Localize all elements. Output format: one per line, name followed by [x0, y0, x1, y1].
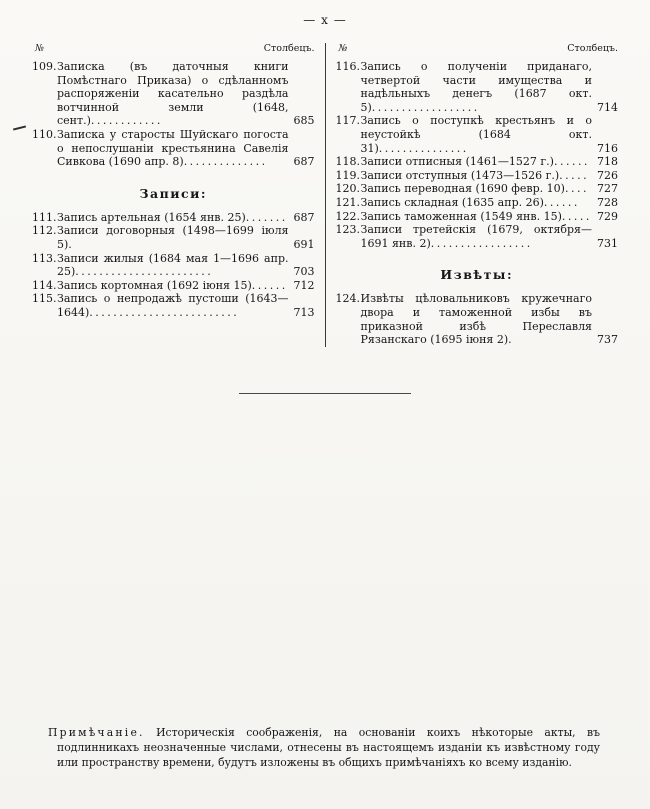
entry-number: 124.: [335, 292, 360, 306]
toc-entry: [336, 155, 619, 169]
footnote-label: Примѣчаніе.: [48, 726, 145, 739]
entry-title: Запись переводная (1690 февр. 10): [360, 182, 565, 196]
entry-number: 112.: [32, 224, 57, 238]
column-header: [32, 43, 315, 54]
entry-dot-leader: ..................: [371, 100, 480, 114]
entry-column-number: 712: [293, 278, 315, 292]
entry-title: Записи отступныя (1473—1526 г.): [360, 168, 560, 182]
entry-title: Запись о полученіи приданаго, четвертой части имущества и надѣльныхъ денегъ (1687 окт. 5): [360, 60, 592, 114]
entry-column-number: 703: [293, 265, 315, 279]
section-heading: Извѣты:: [440, 267, 514, 283]
entry-column-number: 691: [293, 237, 315, 251]
entry-number: 110.: [32, 127, 57, 141]
number-column-label: №: [35, 43, 44, 54]
entry-number: 117.: [335, 114, 360, 128]
page-number-folio: — x —: [303, 13, 347, 27]
toc-entry: [32, 224, 315, 251]
entry-dot-leader: .......: [245, 210, 288, 224]
entry-number: 116.: [335, 60, 360, 73]
toc-entry: [336, 182, 619, 196]
entry-dot-leader: ......: [553, 155, 590, 169]
entry-dot-leader: ....: [564, 182, 589, 196]
entry-number: 109.: [32, 60, 57, 73]
entry-title: Записи жилыя (1684 мая 1—1696 апр. 25): [57, 251, 289, 279]
toc-entry: [32, 211, 315, 225]
footnote: [48, 725, 600, 771]
entry-title: Запись о поступкѣ крестьянъ и о неустойкѣ (1684 окт. 31): [360, 114, 592, 155]
number-column-label: №: [338, 43, 348, 54]
entry-title: Записи договорныя (1498—1699 іюля 5).: [57, 224, 289, 251]
entry-number: 120.: [335, 182, 360, 196]
entry-dot-leader: ............: [90, 114, 163, 128]
entry-dot-leader: ......: [543, 195, 580, 209]
toc-entry: [336, 210, 619, 224]
entry-column-number: 685: [293, 114, 315, 128]
entry-number: 114.: [32, 278, 57, 292]
entry-column-number: 687: [293, 210, 315, 224]
footnote-text: Историческія соображенія, на основаніи коихъ нѣкоторые акты, въ подлинникахъ неозначенные числами, отнесены въ настоящемъ изданіи къ извѣстному году или пространству времени, будутъ изложены въ общихъ примѣчаніяхъ ко всему изданію.: [57, 726, 600, 770]
toc-entry: [336, 292, 619, 346]
entry-title: Запись артельная (1654 янв. 25): [57, 210, 246, 224]
toc-entry: [32, 252, 315, 279]
entry-number: 119.: [335, 168, 360, 182]
entry-number: 118.: [335, 155, 360, 169]
entry-column-number: 728: [597, 195, 618, 209]
toc-entry: [32, 128, 315, 169]
entry-column-number: 729: [597, 209, 618, 223]
entry-column-number: 713: [293, 305, 315, 319]
entry-column-number: 726: [597, 168, 618, 182]
toc-column-right: [325, 43, 619, 347]
toc-column-left: [32, 43, 325, 347]
toc-entry: [336, 169, 619, 183]
entry-number: 121.: [335, 195, 360, 209]
column-page-label: Столбецъ.: [567, 43, 618, 54]
entry-title: Запись кортомная (1692 іюня 15): [57, 278, 252, 292]
entry-column-number: 718: [597, 155, 618, 169]
entry-title: Записка у старосты Шуйскаго погоста о непослушаніи крестьянина Савелія Сивкова (1690 апр. 8): [57, 127, 289, 169]
entry-column-number: 687: [293, 155, 315, 169]
toc-entry: [336, 60, 619, 114]
entry-dot-leader: .................: [430, 236, 533, 250]
entry-dot-leader: .......................: [75, 265, 214, 279]
column-header: [336, 43, 619, 54]
entry-column-number: 714: [597, 100, 618, 114]
entry-column-number: 727: [597, 182, 618, 196]
entry-dot-leader: .........................: [89, 305, 240, 319]
toc-entry: [32, 292, 315, 319]
toc-entry: [336, 114, 619, 155]
entry-number: 123.: [335, 223, 360, 237]
toc-entry: [32, 60, 315, 128]
entry-dot-leader: ..............: [183, 155, 268, 169]
entry-dot-leader: ......: [251, 278, 288, 292]
entry-title: Записка (въ даточныя книги Помѣстнаго Приказа) о сдѣланномъ распоряженіи касательно раздѣла вотчинной земли (1648, сент.): [57, 60, 289, 128]
entry-title: Запись складная (1635 апр. 26): [360, 195, 544, 209]
toc-entry: [32, 279, 315, 293]
entry-number: 111.: [32, 210, 57, 224]
entry-number: 122.: [335, 209, 360, 223]
entry-title: Запись таможенная (1549 янв. 15): [360, 209, 562, 223]
entry-number: 115.: [32, 292, 57, 306]
entry-column-number: 731: [597, 236, 618, 250]
column-page-label: Столбецъ.: [263, 43, 315, 54]
entry-number: 113.: [32, 251, 57, 265]
entry-dot-leader: .....: [559, 168, 590, 182]
entry-title: Записи третейскія (1679, октября—1691 янв. 2): [360, 223, 592, 250]
entry-column-number: 716: [597, 141, 618, 155]
entry-column-number: 737: [597, 333, 618, 347]
entry-title: Извѣты цѣловальниковъ кружечнаго двора и таможенной избы въ приказной избѣ Переславля Рязанскаго (1695 іюня 2).: [360, 292, 592, 347]
toc-entry: [336, 223, 619, 250]
table-of-contents: [32, 43, 618, 347]
section-heading: Записи:: [139, 185, 208, 201]
entry-title: Записи отписныя (1461—1527 г.): [360, 155, 554, 169]
section-divider-rule: [239, 393, 411, 394]
entry-title: Запись о непродажѣ пустоши (1643—1644): [57, 292, 289, 319]
entry-dot-leader: .....: [561, 209, 592, 223]
toc-entry: [336, 196, 619, 210]
margin-pen-mark: [13, 125, 26, 130]
entry-dot-leader: ...............: [378, 141, 469, 155]
